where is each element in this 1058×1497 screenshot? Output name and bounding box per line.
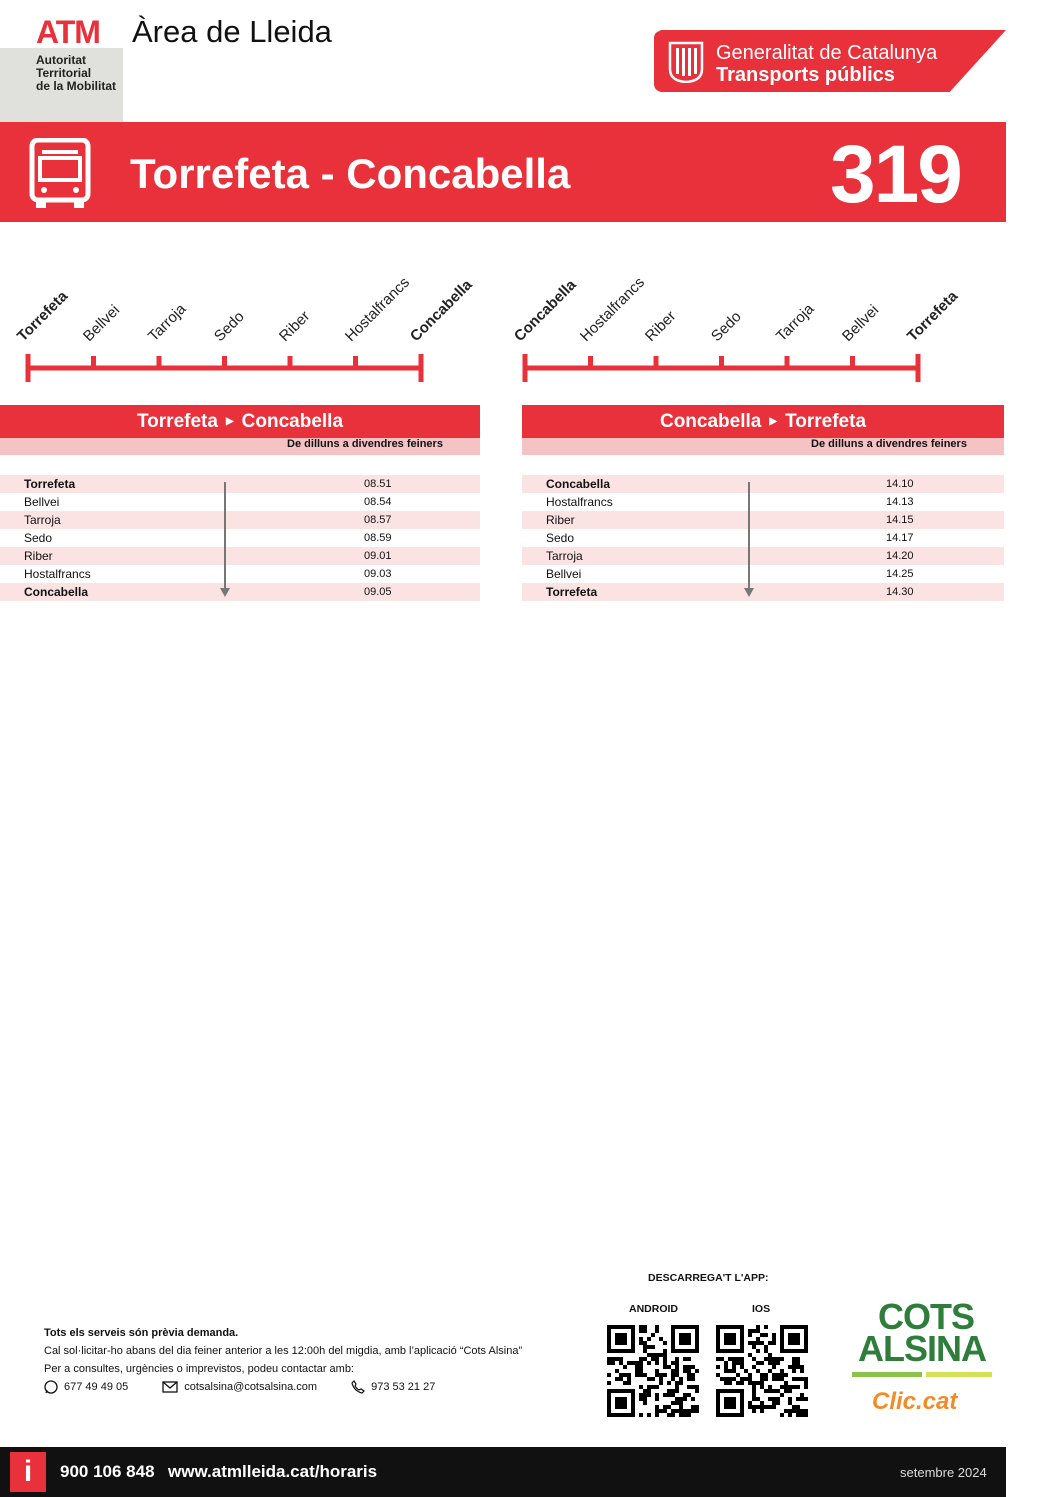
logo-stripe — [926, 1372, 992, 1377]
stop-label: Sedo — [210, 308, 248, 345]
departure-time: 09.05 — [364, 586, 392, 598]
generalitat-name: Generalitat de Catalunya — [716, 42, 938, 64]
info-phone[interactable]: 900 106 848 — [60, 1462, 155, 1481]
stop-label: Sedo — [707, 308, 745, 345]
departure-time: 09.03 — [364, 568, 392, 580]
phone-contact[interactable]: 973 53 21 27 — [351, 1380, 435, 1394]
departure-time: 14.13 — [886, 496, 914, 508]
departure-time: 14.10 — [886, 478, 914, 490]
mail-icon — [162, 1381, 178, 1393]
ios-qr-code[interactable] — [716, 1325, 808, 1417]
atm-logo-text: ATM — [36, 14, 100, 50]
stop-name: Concabella — [546, 477, 611, 491]
stop-label: Riber — [275, 307, 314, 345]
android-qr-code[interactable] — [607, 1325, 699, 1417]
timetable-left — [0, 405, 480, 601]
timetable-right-to: Torrefeta — [785, 410, 867, 432]
table-row — [0, 475, 480, 493]
departure-time: 14.20 — [886, 550, 914, 562]
departure-time: 14.17 — [886, 532, 914, 544]
atm-subtitle: Autoritat Territorial de la Mobilitat — [36, 53, 117, 93]
stop-label: Tarroja — [772, 300, 818, 345]
table-row — [522, 583, 1004, 601]
info-icon: i — [10, 1452, 46, 1492]
table-row — [0, 511, 480, 529]
departure-time: 09.01 — [364, 550, 392, 562]
timetable-right-header — [522, 405, 1004, 438]
stop-label: Bellvei — [79, 301, 123, 345]
stop-label: Hostalfrancs — [341, 274, 413, 345]
table-row — [522, 493, 1004, 511]
stop-name: Hostalfrancs — [546, 495, 613, 509]
whatsapp-contact[interactable]: 677 49 49 05 — [44, 1380, 128, 1394]
phone-icon — [351, 1380, 365, 1394]
timetable-left-to: Concabella — [241, 410, 344, 432]
stop-label: Tarroja — [144, 300, 190, 345]
table-row — [522, 547, 1004, 565]
stop-name: Bellvei — [24, 495, 60, 509]
stop-name: Riber — [24, 549, 53, 563]
stop-label: Torrefeta — [13, 287, 72, 345]
departure-time: 14.25 — [886, 568, 914, 580]
table-row — [522, 511, 1004, 529]
timetable-left-from: Torrefeta — [136, 410, 218, 432]
table-row — [0, 565, 480, 583]
timetable-right-days: De dilluns a divendres feiners — [522, 438, 1004, 455]
app-download-title: DESCARREGA'T L'APP: — [648, 1272, 769, 1284]
timetable-left-days: De dilluns a divendres feiners — [0, 438, 480, 455]
arrow-right-icon: ▶ — [225, 416, 234, 427]
table-row — [522, 565, 1004, 583]
down-arrow-icon — [218, 480, 232, 598]
cots-alsina-logo-top: COTS — [878, 1296, 975, 1337]
ios-label: IOS — [752, 1303, 771, 1315]
stop-name: Bellvei — [546, 567, 582, 581]
table-row — [0, 493, 480, 511]
stop-name: Hostalfrancs — [24, 567, 91, 581]
cots-alsina-logo-bottom: ALSINA — [858, 1328, 986, 1369]
stop-name: Tarroja — [24, 513, 61, 527]
timetable-right — [522, 405, 1004, 601]
stop-label: Concabella — [510, 276, 580, 345]
timetable-left-header — [0, 405, 480, 438]
contact-row — [44, 1380, 435, 1394]
transports-publics: Transports públics — [716, 64, 895, 86]
line-number: 319 — [830, 129, 961, 220]
android-label: ANDROID — [629, 1303, 678, 1315]
departure-time: 14.30 — [886, 586, 914, 598]
table-row — [0, 529, 480, 547]
email-contact[interactable]: cotsalsina@cotsalsina.com — [162, 1381, 317, 1393]
area-title: Àrea de Lleida — [132, 14, 332, 49]
info-website-link[interactable]: www.atmlleida.cat/horaris — [168, 1462, 378, 1481]
down-arrow-icon — [742, 480, 756, 598]
departure-time: 08.54 — [364, 496, 392, 508]
arrow-right-icon: ▶ — [769, 416, 778, 427]
table-row — [522, 475, 1004, 493]
table-row — [0, 547, 480, 565]
stop-name: Sedo — [24, 531, 53, 545]
table-row — [0, 583, 480, 601]
stop-label: Bellvei — [838, 301, 882, 345]
stop-name: Tarroja — [546, 549, 583, 563]
logo-stripe — [852, 1372, 922, 1377]
stop-label: Riber — [641, 307, 680, 345]
whatsapp-icon — [44, 1380, 58, 1394]
stop-label: Concabella — [406, 276, 476, 345]
stop-name: Torrefeta — [546, 585, 598, 599]
clic-cat-logo: Clic.cat — [872, 1388, 958, 1415]
stop-name: Sedo — [546, 531, 575, 545]
stop-name: Torrefeta — [24, 477, 76, 491]
departure-time: 14.15 — [886, 514, 914, 526]
timetable-left-rows — [0, 475, 480, 601]
departure-time: 08.51 — [364, 478, 392, 490]
diagram_right-line — [0, 0, 1058, 400]
timetable-right-rows — [522, 475, 1004, 601]
stop-label: Torrefeta — [903, 287, 962, 345]
departure-time: 08.57 — [364, 514, 392, 526]
line-title: Torrefeta - Concabella — [130, 150, 571, 197]
stop-label: Hostalfrancs — [576, 274, 648, 345]
departure-time: 08.59 — [364, 532, 392, 544]
timetable-right-from: Concabella — [659, 410, 762, 432]
edition-date: setembre 2024 — [900, 1465, 987, 1480]
table-row — [522, 529, 1004, 547]
stop-name: Concabella — [24, 585, 89, 599]
demand-notes: Tots els serveis són prèvia demanda. Cal sol·licitar-ho abans del dia feiner anterior a les 12:00h del migdia, amb l’aplicació “Cots Alsina” Per a consultes, urgències o imprevistos, podeu contactar amb: — [44, 1327, 523, 1375]
stop-name: Riber — [546, 513, 575, 527]
